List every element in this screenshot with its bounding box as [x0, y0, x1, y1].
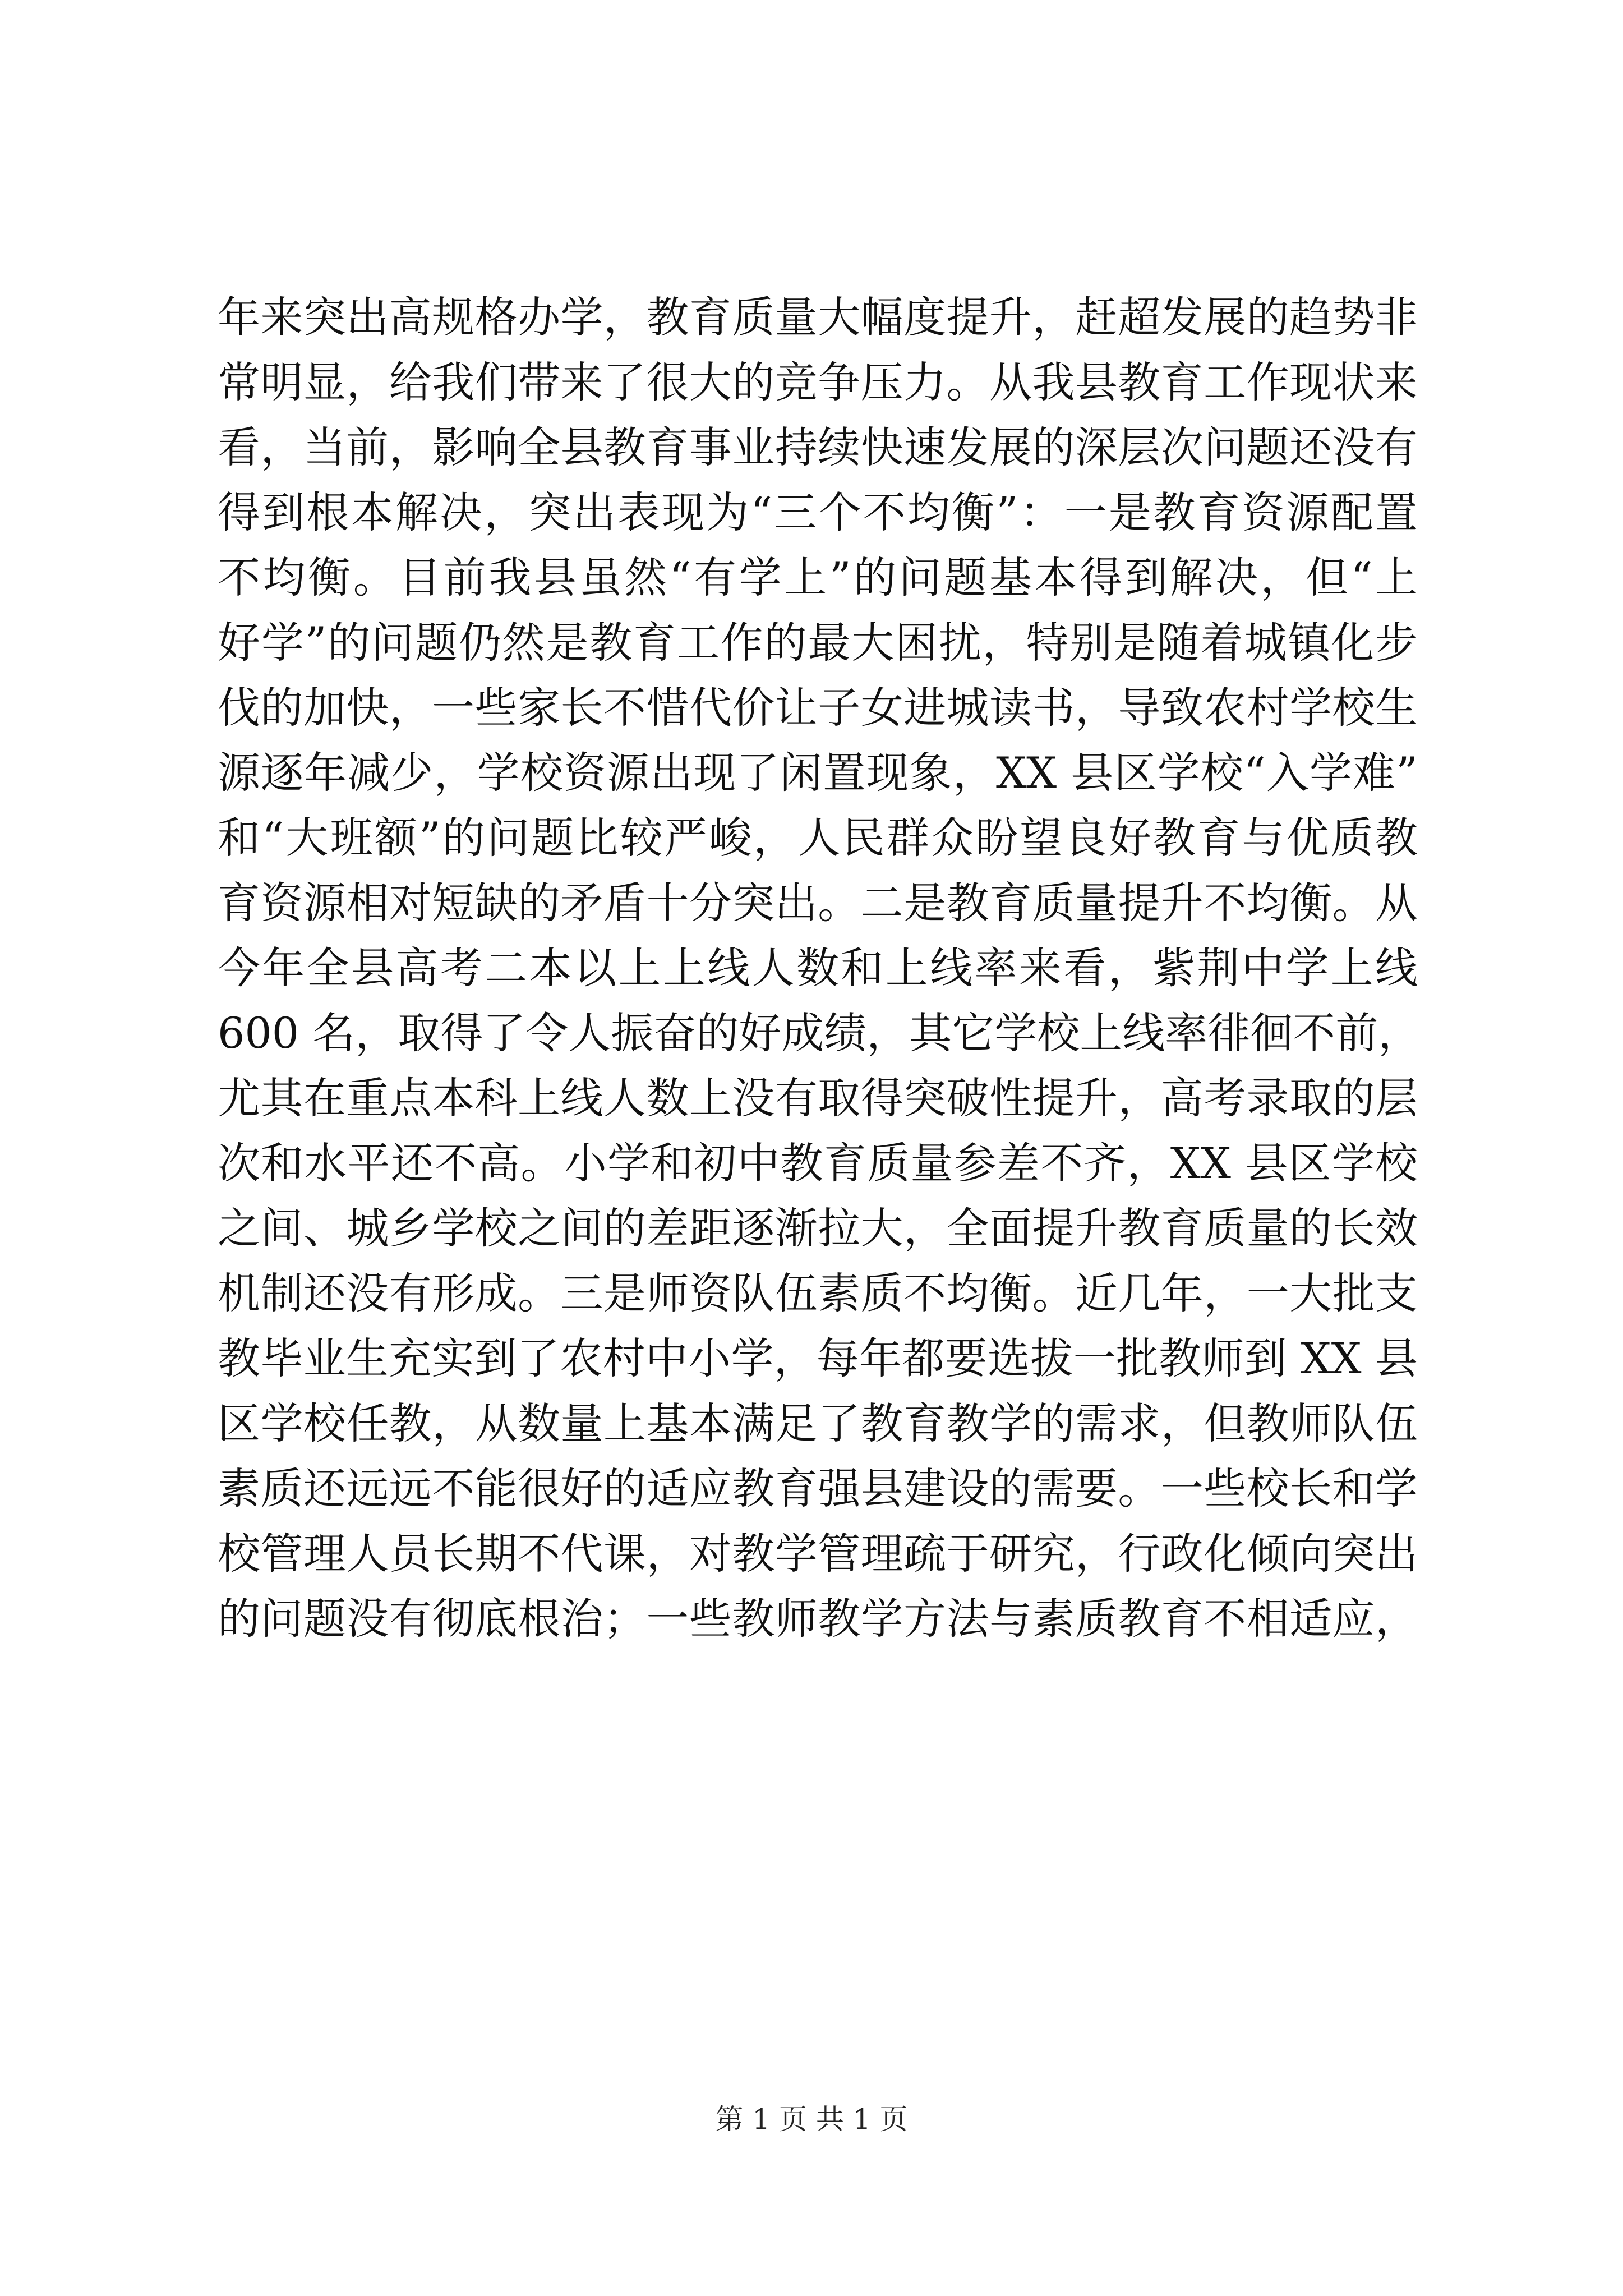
text-line: 的问题没有彻底根治；一些教师教学方法与素质教育不相适应，	[218, 1594, 1418, 1644]
text-line: 和“大班额”的问题比较严峻，人民群众盼望良好教育与优质教	[218, 813, 1418, 863]
text-line: 年来突出高规格办学，教育质量大幅度提升，赶超发展的趋势非	[218, 292, 1418, 342]
text-line: 好学”的问题仍然是教育工作的最大困扰，特别是随着城镇化步	[218, 618, 1418, 668]
text-line: 育资源相对短缺的矛盾十分突出。二是教育质量提升不均衡。从	[218, 878, 1418, 928]
text-line: 600 名，取得了令人振奋的好成绩，其它学校上线率徘徊不前，	[218, 1008, 1421, 1058]
page-footer: 第 1 页 共 1 页	[715, 2103, 908, 2136]
text-line: 今年全县高考二本以上上线人数和上线率来看，紫荆中学上线	[218, 943, 1418, 993]
text-line: 机制还没有形成。三是师资队伍素质不均衡。近几年，一大批支	[218, 1268, 1418, 1318]
text-line: 次和水平还不高。小学和初中教育质量参差不齐，XX 县区学校	[218, 1138, 1418, 1188]
text-line: 看，当前，影响全县教育事业持续快速发展的深层次问题还没有	[218, 422, 1418, 472]
text-line: 尤其在重点本科上线人数上没有取得突破性提升，高考录取的层	[218, 1073, 1418, 1123]
text-line: 得到根本解决，突出表现为“三个不均衡”：一是教育资源配置	[218, 487, 1418, 537]
text-line: 区学校任教，从数量上基本满足了教育教学的需求，但教师队伍	[218, 1398, 1418, 1448]
text-line: 教毕业生充实到了农村中小学，每年都要选拔一批教师到 XX 县	[218, 1333, 1418, 1383]
text-line: 不均衡。目前我县虽然“有学上”的问题基本得到解决，但“上	[218, 553, 1418, 602]
text-line: 常明显，给我们带来了很大的竞争压力。从我县教育工作现状来	[218, 357, 1418, 407]
text-line: 源逐年减少，学校资源出现了闲置现象，XX 县区学校“入学难”	[218, 748, 1418, 798]
text-line: 伐的加快，一些家长不惜代价让子女进城读书，导致农村学校生	[218, 683, 1418, 733]
text-line: 之间、城乡学校之间的差距逐渐拉大，全面提升教育质量的长效	[218, 1203, 1418, 1253]
text-line: 素质还远远不能很好的适应教育强县建设的需要。一些校长和学	[218, 1464, 1418, 1513]
body-text	[218, 285, 1421, 1651]
text-line: 校管理人员长期不代课，对教学管理疏于研究，行政化倾向突出	[218, 1529, 1418, 1579]
